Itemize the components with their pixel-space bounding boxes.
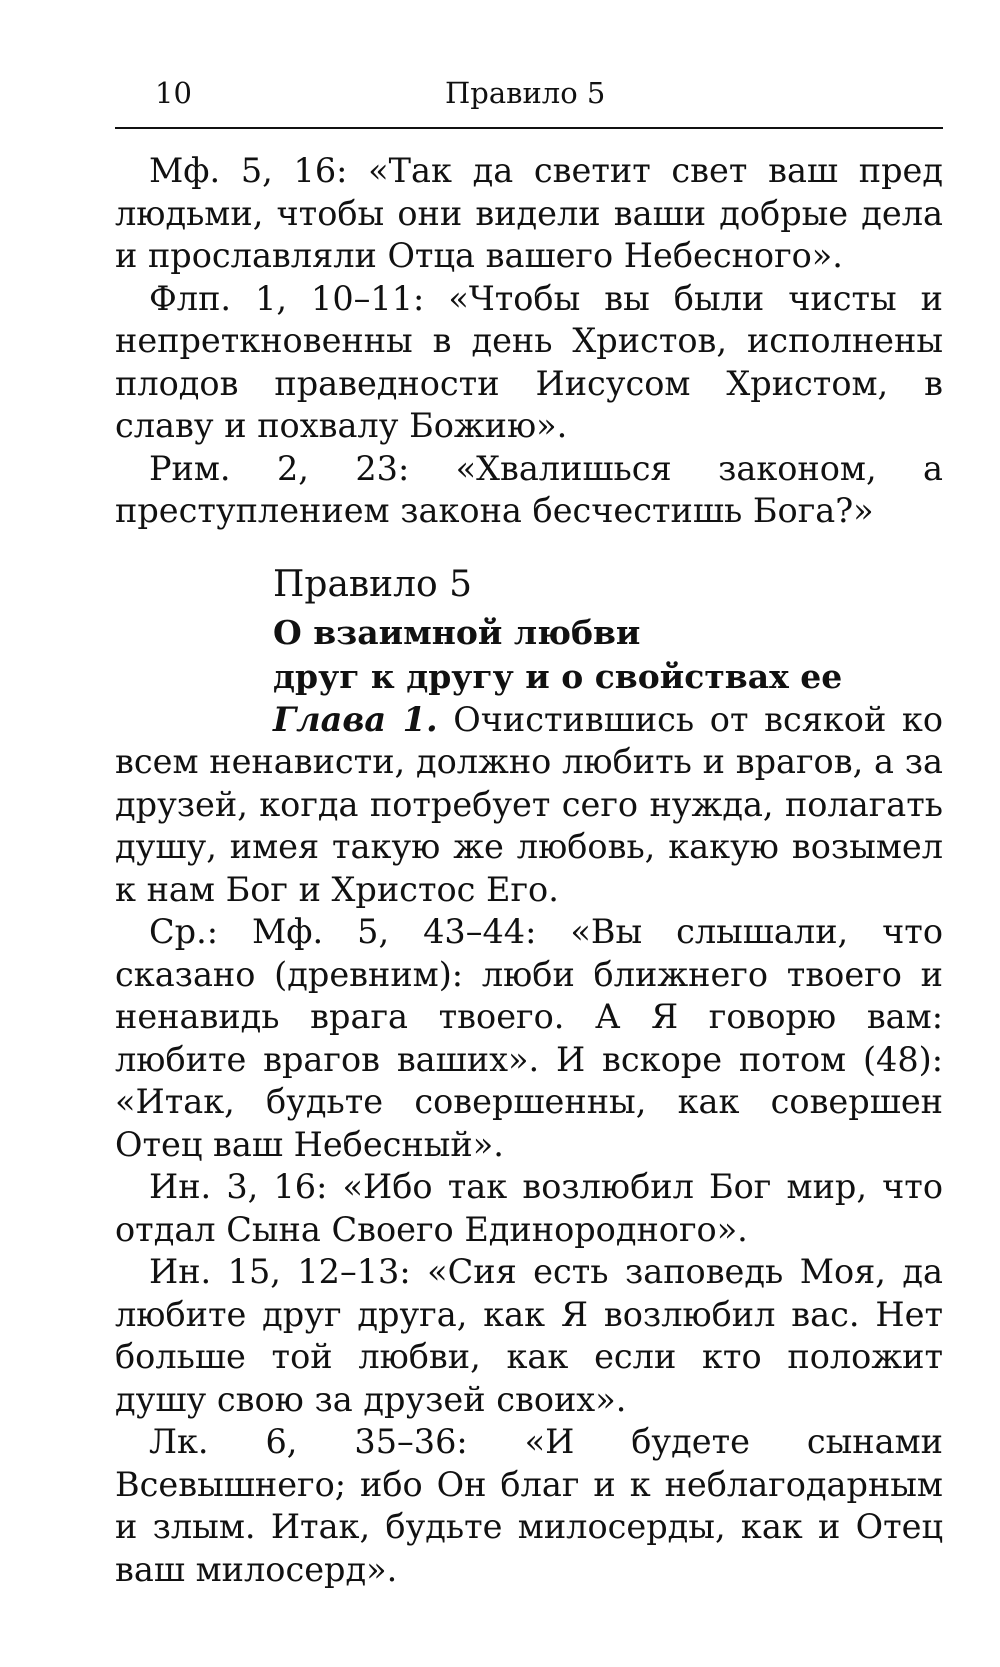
paragraph-in-3-16: Ин. 3, 16: «Ибо так возлюбил Бог мир, что отдал Сына Своего Единородного». (115, 1167, 943, 1249)
section-subtitle-line1: О взаимной любви (273, 612, 641, 652)
body-text (115, 150, 943, 1591)
paragraph-rim-2-23: Рим. 2, 23: «Хвалишься законом, а преступлением закона бесчестишь Бога?» (115, 448, 943, 530)
page-header (115, 76, 943, 116)
paragraph-flp-1-10: Флп. 1, 10–11: «Чтобы вы были чисты и непреткновенны в день Христов, исполнены плодов праведности Иисусом Христом, в славу и похвалу Божию». (115, 278, 943, 445)
running-title: Правило 5 (445, 76, 606, 110)
header-rule (115, 127, 943, 129)
page-number: 10 (155, 76, 192, 110)
chapter-paragraph (115, 699, 943, 912)
chapter-label: Глава 1. (273, 699, 438, 739)
paragraph-lk-6-35: Лк. 6, 35–36: «И будете сынами Всевышнего; ибо Он благ и к неблагодарным и злым. Итак, будьте милосерды, как и Отец ваш милосерд». (115, 1422, 943, 1589)
paragraph-in-15-12: Ин. 15, 12–13: «Сия есть заповедь Моя, да любите друг друга, как Я возлюбил вас. Нет больше той любви, как если кто положит душу свою за друзей своих». (115, 1252, 943, 1419)
section-heading (115, 561, 943, 699)
paragraph-mt-5-16: Мф. 5, 16: «Так да светит свет ваш пред людьми, чтобы они видели ваши добрые дела и прославляли Отца вашего Небесного». (115, 151, 943, 275)
chapter-text: Очистившись от всякой ко всем ненависти, должно любить и врагов, а за друзей, когда потребует сего нужда, полагать душу, имея такую же любовь, какую возымел к нам Бог и Христос Его. (115, 699, 943, 909)
section-subtitle-line2: друг к другу и о свойствах ее (273, 656, 843, 696)
paragraph-mt-5-43: Ср.: Мф. 5, 43–44: «Вы слышали, что сказано (древним): люби ближнего твоего и ненавидь врага твоего. А Я говорю вам: любите врагов ваших». И вскоре потом (48): «Итак, будьте совершенны, как совершен Отец ваш Небесный». (115, 912, 943, 1164)
section-title: Правило 5 (273, 563, 473, 605)
